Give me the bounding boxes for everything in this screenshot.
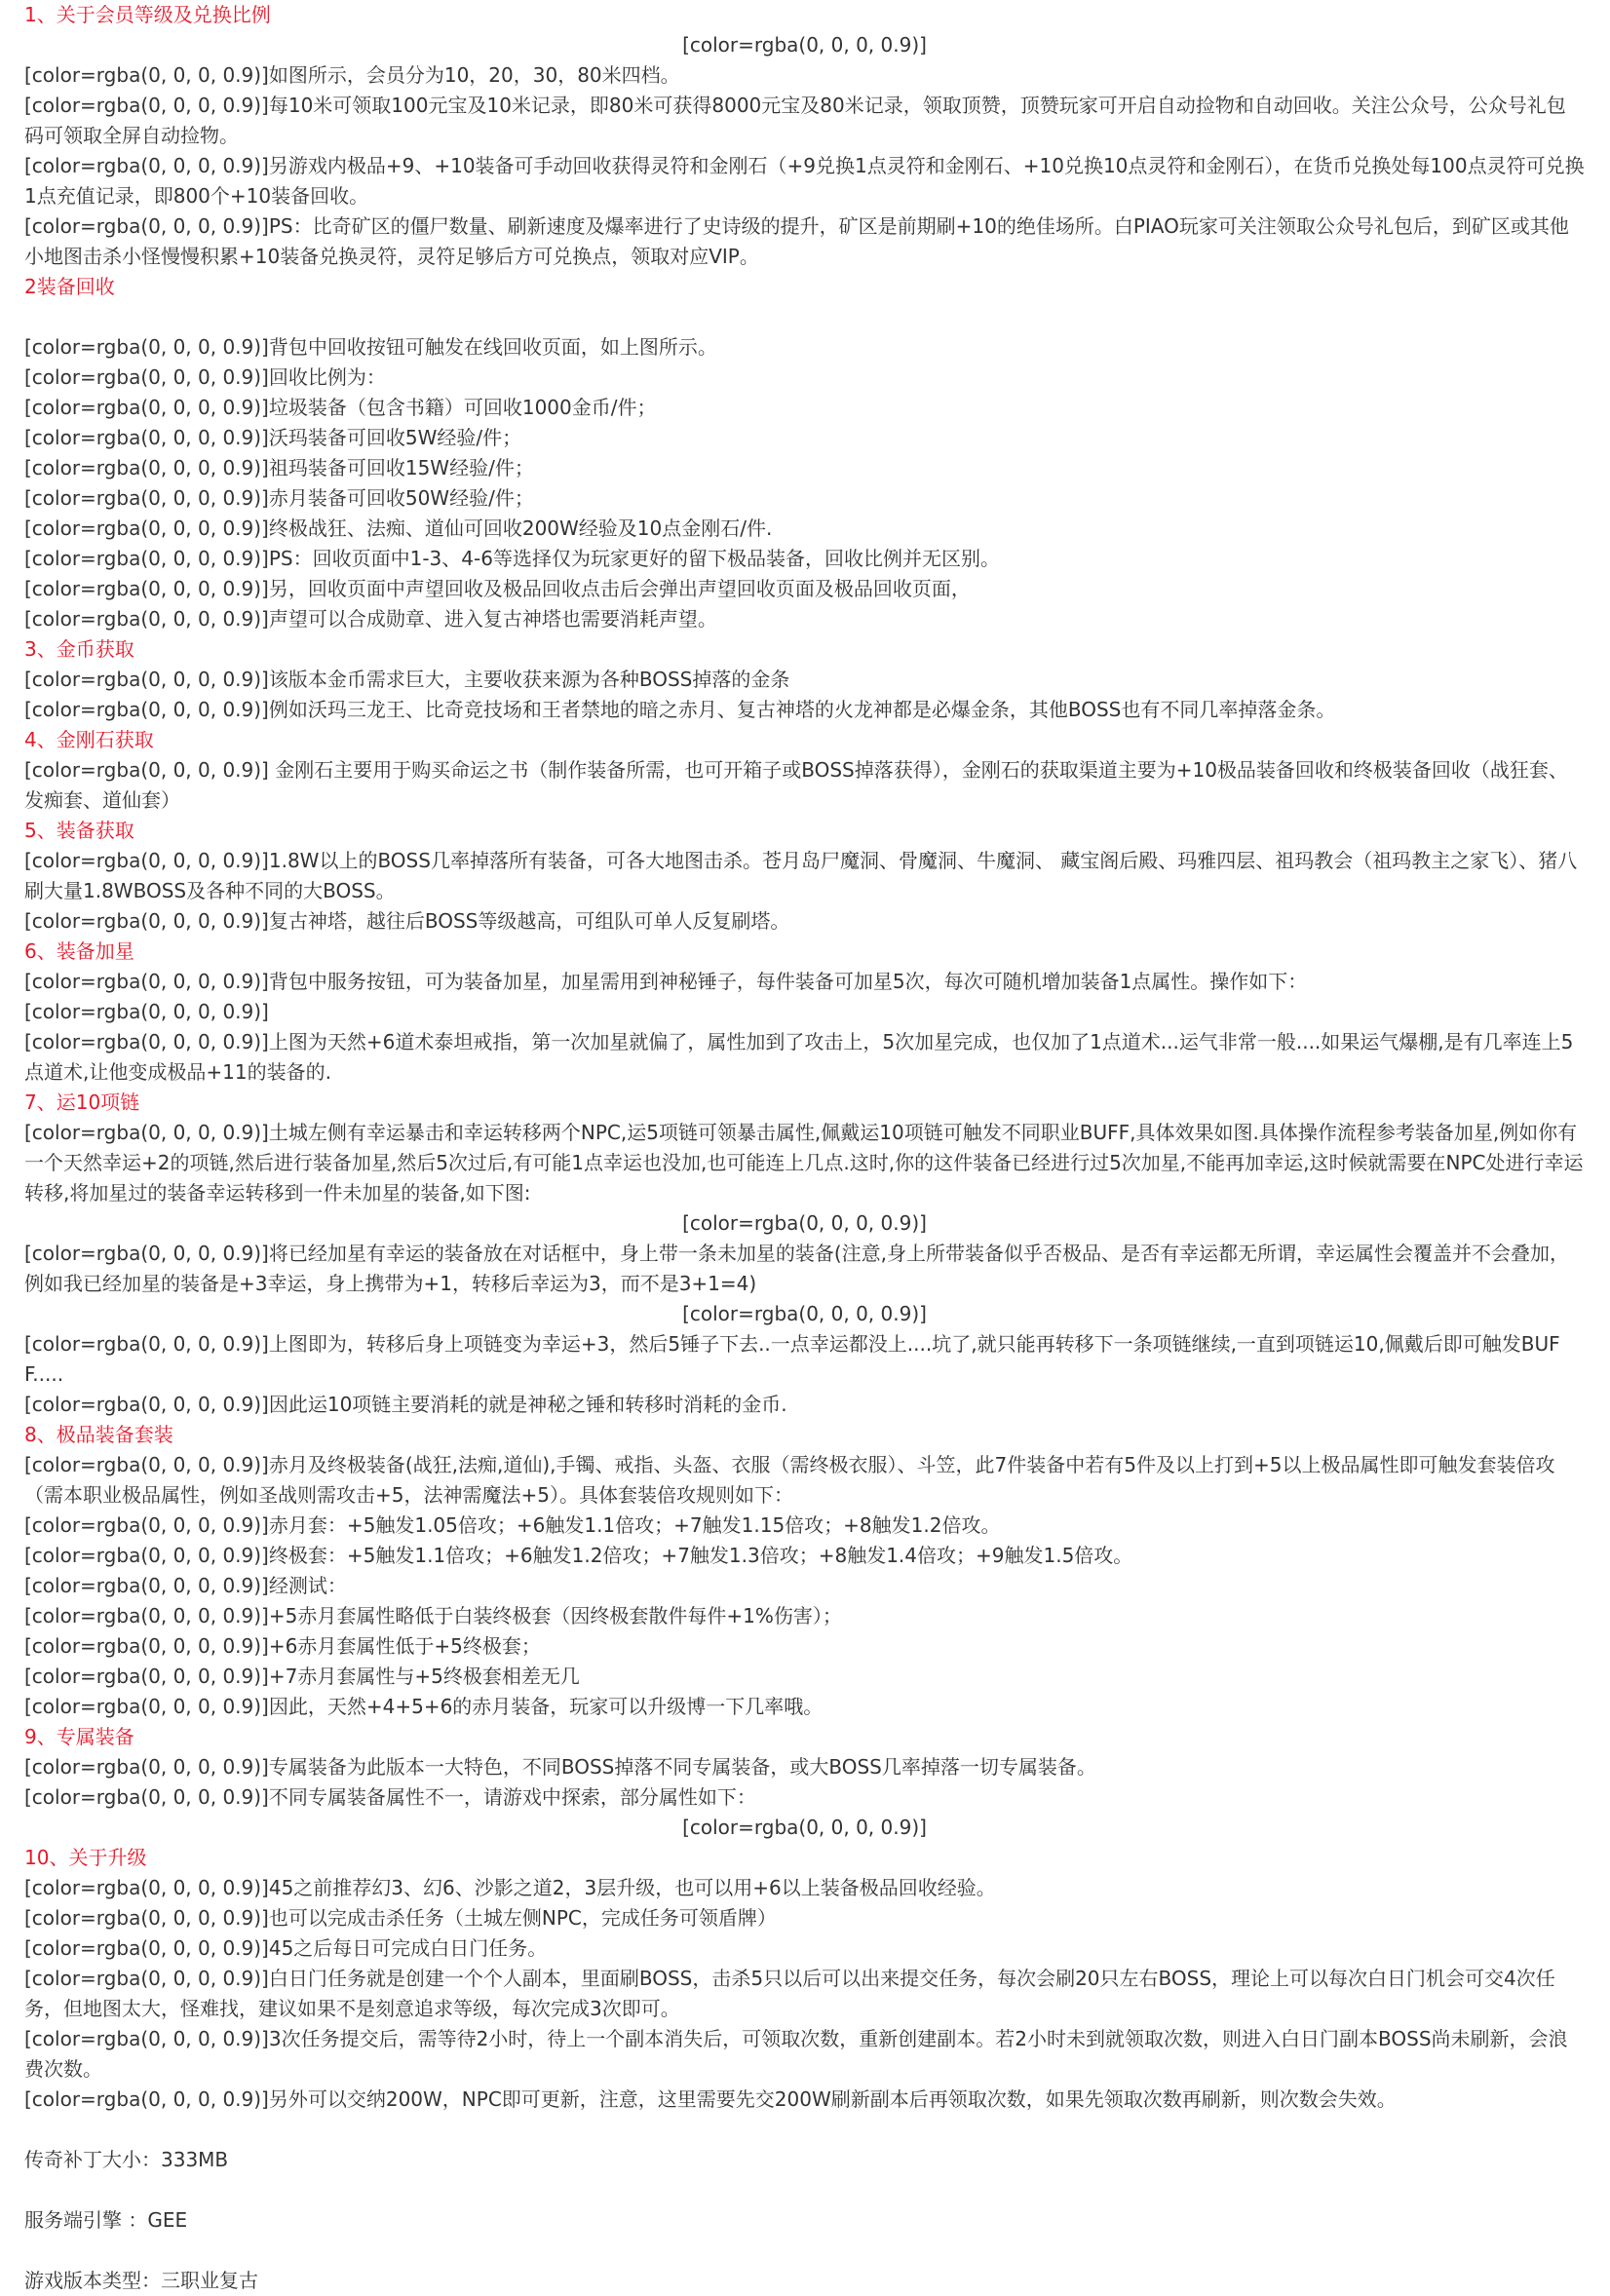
paragraph-line: [color=rgba(0, 0, 0, 0.9)]+6赤月套属性低于+5终极套； bbox=[24, 1634, 541, 1658]
paragraph-line: [color=rgba(0, 0, 0, 0.9)]经测试： bbox=[24, 1574, 347, 1597]
paragraph-line: [color=rgba(0, 0, 0, 0.9)]终极战狂、法痴、道仙可回收200W经验及10点金刚石/件. bbox=[24, 517, 773, 540]
section-heading: 8、极品装备套装 bbox=[24, 1423, 173, 1446]
paragraph-line: [color=rgba(0, 0, 0, 0.9)]该版本金币需求巨大，主要收获来源为各种BOSS掉落的金条 bbox=[24, 668, 790, 691]
image-placeholder-text: [color=rgba(0, 0, 0, 0.9)] bbox=[682, 1816, 927, 1839]
paragraph-line: [color=rgba(0, 0, 0, 0.9)]+7赤月套属性与+5终极套相差无几 bbox=[24, 1665, 580, 1688]
image-placeholder-text: [color=rgba(0, 0, 0, 0.9)] bbox=[682, 1302, 927, 1325]
section-heading: 7、运10项链 bbox=[24, 1091, 140, 1114]
paragraph-line: [color=rgba(0, 0, 0, 0.9)]专属装备为此版本一大特色，不同BOSS掉落不同专属装备，或大BOSS几率掉落一切专属装备。 bbox=[24, 1755, 1096, 1779]
paragraph-line: [color=rgba(0, 0, 0, 0.9)]垃圾装备（包含书籍）可回收1000金币/件； bbox=[24, 396, 657, 419]
paragraph-line: [color=rgba(0, 0, 0, 0.9)]另游戏内极品+9、+10装备可手动回收获得灵符和金刚石（+9兑换1点灵符和金刚石、+10兑换10点灵符和金刚石），在货币兑换处每100点灵符可兑换1点充值记录，即800个+10装备回收。 bbox=[24, 154, 1585, 208]
paragraph-line: [color=rgba(0, 0, 0, 0.9)]PS：回收页面中1-3、4-6等选择仅为玩家更好的留下极品装备，回收比例并无区别。 bbox=[24, 547, 1000, 570]
meta-info-line: 游戏版本类型：三职业复古 bbox=[24, 2269, 258, 2292]
paragraph-line: [color=rgba(0, 0, 0, 0.9)]赤月及终极装备(战狂,法痴,道仙),手镯、戒指、头盔、衣服（需终极衣服）、斗笠，此7件装备中若有5件及以上打到+5以上极品属性即可触发套装倍攻（需本职业极品属性，例如圣战则需攻击+5，法神需魔法+5）。具体套装倍攻规则如下： bbox=[24, 1453, 1555, 1507]
paragraph-line: [color=rgba(0, 0, 0, 0.9)]45之后每日可完成白日门任务。 bbox=[24, 1936, 548, 1960]
blank-line bbox=[24, 302, 1585, 332]
paragraph-line: [color=rgba(0, 0, 0, 0.9)]也可以完成击杀任务（土城左侧NPC，完成任务可领盾牌） bbox=[24, 1906, 777, 1930]
image-placeholder-text: [color=rgba(0, 0, 0, 0.9)] bbox=[682, 1211, 927, 1235]
paragraph-line: [color=rgba(0, 0, 0, 0.9)]将已经加星有幸运的装备放在对话框中，身上带一条未加星的装备(注意,身上所带装备似乎否极品、是否有幸运都无所谓，幸运属性会覆盖并不会叠加，例如我已经加星的装备是+3幸运，身上携带为+1，转移后幸运为3，而不是3+1=4) bbox=[24, 1242, 1570, 1295]
paragraph-line: [color=rgba(0, 0, 0, 0.9)]赤月装备可回收50W经验/件； bbox=[24, 486, 534, 510]
section-heading: 3、金币获取 bbox=[24, 637, 134, 661]
section-heading: 1、关于会员等级及兑换比例 bbox=[24, 3, 271, 26]
paragraph-line: [color=rgba(0, 0, 0, 0.9)]复古神塔，越往后BOSS等级越高，可组队可单人反复刷塔。 bbox=[24, 909, 790, 933]
paragraph-line: [color=rgba(0, 0, 0, 0.9)]另，回收页面中声望回收及极品回收点击后会弹出声望回收页面及极品回收页面， bbox=[24, 577, 971, 600]
section-heading: 6、装备加星 bbox=[24, 939, 134, 963]
paragraph-line: [color=rgba(0, 0, 0, 0.9)] bbox=[24, 1000, 269, 1023]
paragraph-line: [color=rgba(0, 0, 0, 0.9)]声望可以合成勋章、进入复古神塔也需要消耗声望。 bbox=[24, 607, 717, 631]
section-heading: 4、金刚石获取 bbox=[24, 728, 154, 751]
paragraph-line: [color=rgba(0, 0, 0, 0.9)]祖玛装备可回收15W经验/件； bbox=[24, 456, 534, 479]
paragraph-line: [color=rgba(0, 0, 0, 0.9)]土城左侧有幸运暴击和幸运转移两个NPC,运5项链可领暴击属性,佩戴运10项链可触发不同职业BUFF,具体效果如图.具体操作流程参考装备加星,例如你有一个天然幸运+2的项链,然后进行装备加星,然后5次过后,有可能1点幸运也没加,也可能连上几点.这时,你的这件装备已经进行过5次加星,不能再加幸运,这时候就需要在NPC处进行幸运转移,将加星过的装备幸运转移到一件未加星的装备,如下图: bbox=[24, 1121, 1584, 1205]
paragraph-line: [color=rgba(0, 0, 0, 0.9)]回收比例为： bbox=[24, 365, 386, 389]
paragraph-line: [color=rgba(0, 0, 0, 0.9)]+5赤月套属性略低于白装终极套（因终极套散件每件+1%伤害）； bbox=[24, 1604, 842, 1627]
paragraph-line: [color=rgba(0, 0, 0, 0.9)]每10米可领取100元宝及10米记录，即80米可获得8000元宝及80米记录，领取顶赞，顶赞玩家可开启自动捡物和自动回收。关注公众号，公众号礼包码可领取全屏自动捡物。 bbox=[24, 94, 1566, 147]
paragraph-line: [color=rgba(0, 0, 0, 0.9)] 金刚石主要用于购买命运之书（制作装备所需，也可开箱子或BOSS掉落获得），金刚石的获取渠道主要为+10极品装备回收和终极装备回收（战狂套、发痴套、道仙套） bbox=[24, 758, 1568, 812]
meta-info-line: 传奇补丁大小：333MB bbox=[24, 2148, 229, 2171]
blank-line bbox=[24, 2115, 1585, 2145]
paragraph-line: [color=rgba(0, 0, 0, 0.9)]背包中服务按钮，可为装备加星，加星需用到神秘锤子，每件装备可加星5次，每次可随机增加装备1点属性。操作如下： bbox=[24, 970, 1308, 993]
meta-info-line: 服务端引擎 ：GEE bbox=[24, 2208, 188, 2232]
paragraph-line: [color=rgba(0, 0, 0, 0.9)]背包中回收按钮可触发在线回收页面，如上图所示。 bbox=[24, 335, 717, 359]
paragraph-line: [color=rgba(0, 0, 0, 0.9)]如图所示，会员分为10，20，30，80米四档。 bbox=[24, 63, 680, 87]
paragraph-line: [color=rgba(0, 0, 0, 0.9)]1.8W以上的BOSS几率掉落所有装备，可各大地图击杀。苍月岛尸魔洞、骨魔洞、牛魔洞、 藏宝阁后殿、玛雅四层、祖玛教会（祖玛教主之家飞）、猪八刷大量1.8WBOSS及各种不同的大BOSS。 bbox=[24, 849, 1578, 902]
paragraph-line: [color=rgba(0, 0, 0, 0.9)]赤月套：+5触发1.05倍攻；+6触发1.1倍攻；+7触发1.15倍攻；+8触发1.2倍攻。 bbox=[24, 1513, 1001, 1537]
section-heading: 2装备回收 bbox=[24, 275, 115, 298]
paragraph-line: [color=rgba(0, 0, 0, 0.9)]另外可以交纳200W，NPC即可更新，注意，这里需要先交200W刷新副本后再领取次数，如果先领取次数再刷新，则次数会失效。 bbox=[24, 2087, 1397, 2111]
section-heading: 9、专属装备 bbox=[24, 1725, 134, 1748]
blank-line bbox=[24, 2175, 1585, 2205]
paragraph-line: [color=rgba(0, 0, 0, 0.9)]不同专属装备属性不一，请游戏中探索，部分属性如下： bbox=[24, 1785, 756, 1809]
section-heading: 5、装备获取 bbox=[24, 819, 134, 842]
paragraph-line: [color=rgba(0, 0, 0, 0.9)]3次任务提交后，需等待2小时，待上一个副本消失后，可领取次数，重新创建副本。若2小时未到就领取次数，则进入白日门副本BOSS尚未刷新，会浪费次数。 bbox=[24, 2027, 1568, 2081]
paragraph-line: [color=rgba(0, 0, 0, 0.9)]白日门任务就是创建一个个人副本，里面刷BOSS，击杀5只以后可以出来提交任务，每次会刷20只左右BOSS，理论上可以每次白日门机会可交4次任务，但地图太大，怪难找，建议如果不是刻意追求等级，每次完成3次即可。 bbox=[24, 1967, 1555, 2020]
paragraph-line: [color=rgba(0, 0, 0, 0.9)]上图即为，转移后身上项链变为幸运+3，然后5锤子下去..一点幸运都没上....坑了,就只能再转移下一条项链继续,一直到项链运10,佩戴后即可触发BUFF..... bbox=[24, 1332, 1560, 1386]
paragraph-line: [color=rgba(0, 0, 0, 0.9)]例如沃玛三龙王、比奇竞技场和王者禁地的暗之赤月、复古神塔的火龙神都是必爆金条，其他BOSS也有不同几率掉落金条。 bbox=[24, 698, 1336, 721]
paragraph-line: [color=rgba(0, 0, 0, 0.9)]上图为天然+6道术泰坦戒指，第一次加星就偏了，属性加到了攻击上，5次加星完成，也仅加了1点道术...运气非常一般....如果运气爆棚,是有几率连上5点道术,让他变成极品+11的装备的. bbox=[24, 1030, 1574, 1084]
paragraph-line: [color=rgba(0, 0, 0, 0.9)]因此，天然+4+5+6的赤月装备，玩家可以升级博一下几率哦。 bbox=[24, 1695, 824, 1718]
paragraph-line: [color=rgba(0, 0, 0, 0.9)]因此运10项链主要消耗的就是神秘之锤和转移时消耗的金币. bbox=[24, 1393, 787, 1416]
paragraph-line: [color=rgba(0, 0, 0, 0.9)]终极套：+5触发1.1倍攻；+6触发1.2倍攻；+7触发1.3倍攻；+8触发1.4倍攻；+9触发1.5倍攻。 bbox=[24, 1544, 1133, 1567]
paragraph-line: [color=rgba(0, 0, 0, 0.9)]45之前推荐幻3、幻6、沙影之道2，3层升级，也可以用+6以上装备极品回收经验。 bbox=[24, 1876, 996, 1899]
image-placeholder-text: [color=rgba(0, 0, 0, 0.9)] bbox=[682, 33, 927, 57]
paragraph-line: [color=rgba(0, 0, 0, 0.9)]沃玛装备可回收5W经验/件； bbox=[24, 426, 522, 449]
paragraph-line: [color=rgba(0, 0, 0, 0.9)]PS：比奇矿区的僵尸数量、刷新速度及爆率进行了史诗级的提升，矿区是前期刷+10的绝佳场所。白PIAO玩家可关注领取公众号礼包后，到矿区或其他小地图击杀小怪慢慢积累+10装备兑换灵符，灵符足够后方可兑换点，领取对应VIP。 bbox=[24, 214, 1569, 268]
section-heading: 10、关于升级 bbox=[24, 1846, 147, 1869]
